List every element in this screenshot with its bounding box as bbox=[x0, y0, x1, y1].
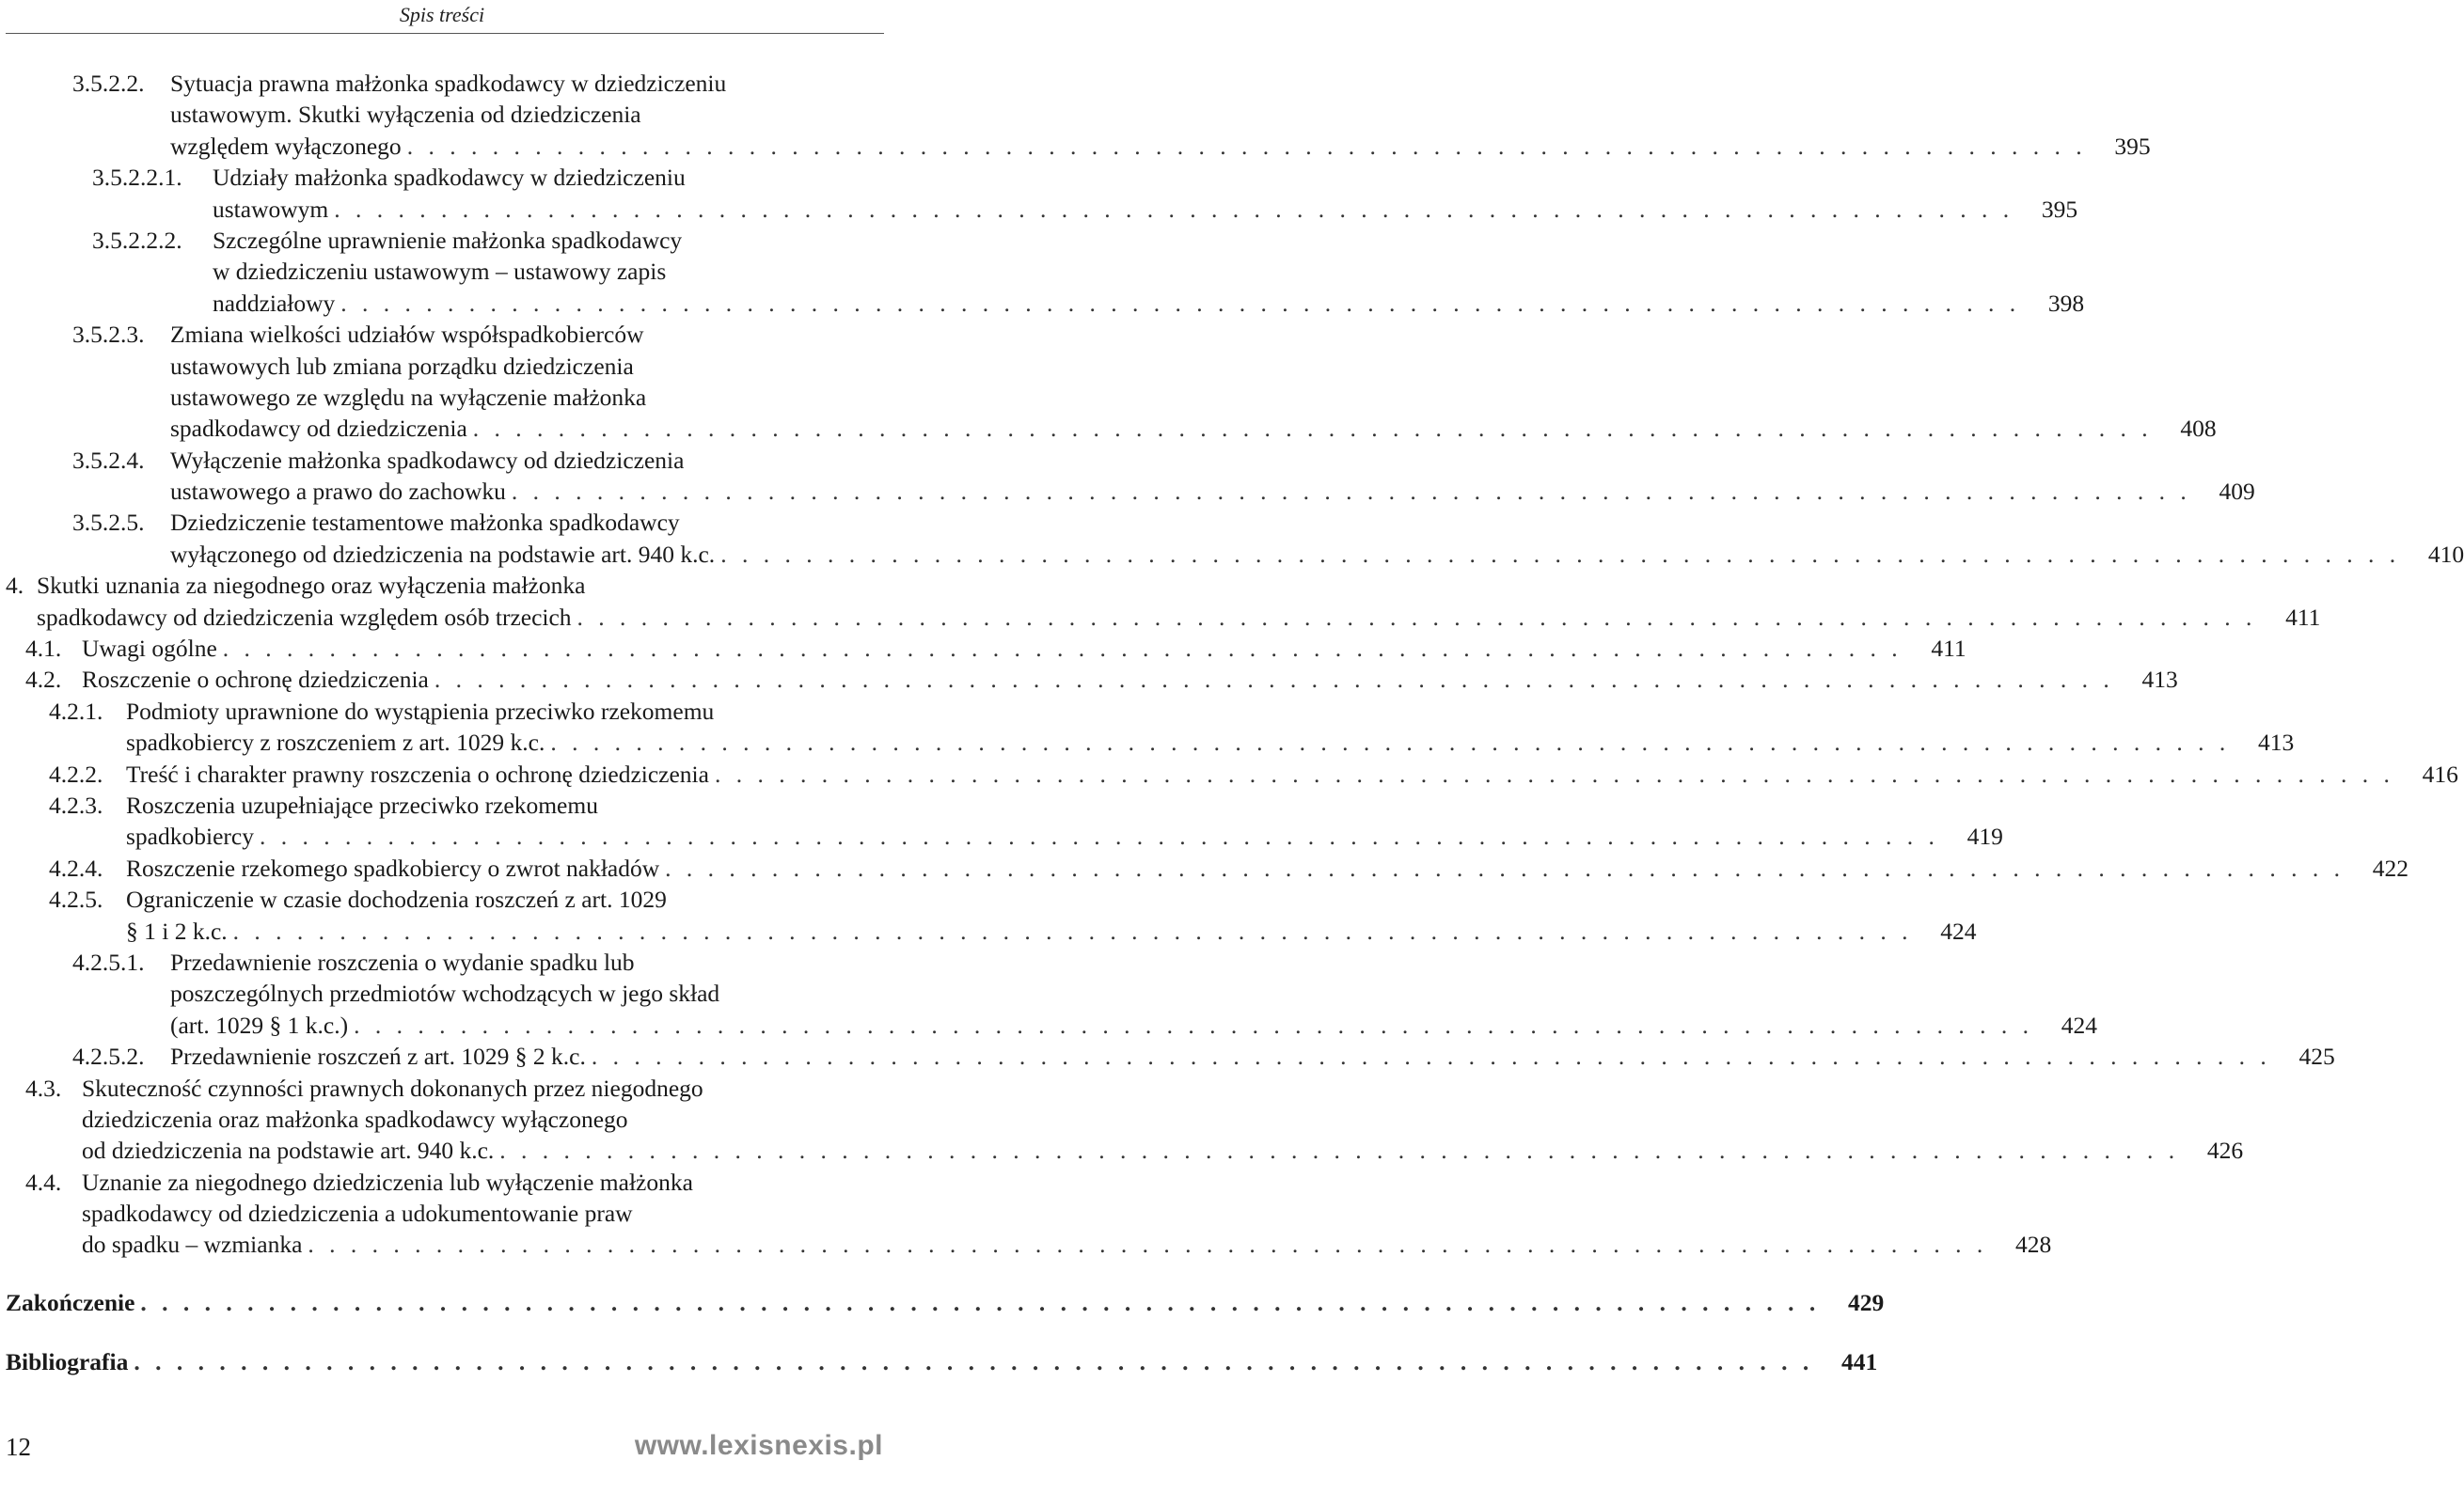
entry-body bbox=[6, 1287, 1885, 1318]
entry-line bbox=[82, 1229, 2052, 1260]
entry-body bbox=[170, 319, 2217, 445]
header-rule bbox=[6, 33, 884, 34]
entry-page-number: 425 bbox=[2298, 1043, 2335, 1071]
entry-number: 3.5.2.4. bbox=[72, 446, 145, 474]
entry-title-line: (art. 1029 § 1 k.c.) bbox=[170, 1011, 349, 1039]
entry-title-line: spadkobiercy z roszczeniem z art. 1029 k.c. bbox=[126, 729, 545, 757]
entry-line bbox=[82, 1073, 883, 1104]
entry-title-line: § 1 i 2 k.c. bbox=[126, 917, 228, 945]
dot-leader: . . . . . . . . . . . . . . . . . . . . . . . . . . . . . . . . . . . . . . . . . . . . . . . . . . . . . . . . . . . . . . . . . . . . . . . . . . . . . . . bbox=[340, 289, 2021, 317]
dot-leader: . . . . . . . . . . . . . . . . . . . . . . . . . . . . . . . . . . . . . . . . . . . . . . . . . . . . . . . . . . . . . . . . . . . . . . . . . . . . . . . bbox=[720, 540, 2401, 568]
entry-body bbox=[213, 225, 2085, 319]
dot-leader: . . . . . . . . . . . . . . . . . . . . . . . . . . . . . . . . . . . . . . . . . . . . . . . . . . . . . . . . . . . . . . . . . . . . . . . . . . . . . . . bbox=[354, 1011, 2033, 1039]
entry-title-line: Szczególne uprawnienie małżonka spadkodawcy bbox=[213, 226, 683, 254]
entry-page-number: 426 bbox=[2206, 1137, 2244, 1165]
entry-title-line: ustawowych lub zmiana porządku dziedziczenia bbox=[170, 352, 634, 380]
entry-title-line: Sytuacja prawna małżonka spadkodawcy w dziedziczeniu bbox=[170, 70, 727, 97]
entry-number: 3.5.2.3. bbox=[72, 321, 145, 349]
entry-line bbox=[170, 319, 883, 350]
entry-title-line: Przedawnienie roszczenia o wydanie spadku lub bbox=[170, 948, 635, 976]
entry-line bbox=[126, 821, 2003, 852]
entry-title-line: naddziałowy bbox=[213, 289, 336, 317]
entry-body bbox=[126, 790, 2003, 853]
toc-entry[interactable] bbox=[0, 319, 2217, 445]
entry-line bbox=[170, 131, 2151, 162]
dot-leader: . . . . . . . . . . . . . . . . . . . . . . . . . . . . . . . . . . . . . . . . . . . . . . . . . . . . . . . . . . . . . . . . . . . . . . . . . . . . . . . bbox=[334, 195, 2014, 223]
dot-leader: . . . . . . . . . . . . . . . . . . . . . . . . . . . . . . . . . . . . . . . . . . . . . . . . . . . . . . . . . . . . . . . . . . . . . . . . . . . . . . . bbox=[259, 823, 1939, 851]
entry-title-line: Skuteczność czynności prawnych dokonanych przez niegodnego bbox=[82, 1074, 703, 1102]
toc-entry[interactable] bbox=[0, 1041, 2335, 1072]
page-number: 12 bbox=[6, 1433, 31, 1461]
entry-line bbox=[126, 790, 883, 821]
toc-entry[interactable] bbox=[0, 664, 2178, 695]
entry-line bbox=[213, 194, 2078, 225]
dot-leader: . . . . . . . . . . . . . . . . . . . . . . . . . . . . . . . . . . . . . . . . . . . . . . . . . . . . . . . . . . . . . . . . . . . . . . . . . . . . . . . bbox=[577, 603, 2257, 631]
entry-line bbox=[170, 413, 2217, 444]
dot-leader: . . . . . . . . . . . . . . . . . . . . . . . . . . . . . . . . . . . . . . . . . . . . . . . . . . . . . . . . . . . . . . . . . . . . . . . . . . . . . . . bbox=[434, 666, 2114, 694]
entry-line bbox=[82, 633, 1966, 664]
entry-line bbox=[82, 1167, 883, 1198]
entry-line bbox=[213, 162, 883, 193]
toc-entry[interactable] bbox=[0, 162, 2078, 225]
dot-leader: . . . . . . . . . . . . . . . . . . . . . . . . . . . . . . . . . . . . . . . . . . . . . . . . . . . . . . . . . . . . . . . . . . . . . . . . . . . . . . . bbox=[591, 1043, 2271, 1071]
entry-line bbox=[170, 351, 883, 382]
entry-title-line: od dziedziczenia na podstawie art. 940 k.c. bbox=[82, 1137, 495, 1165]
entry-body bbox=[82, 1073, 2244, 1167]
entry-number: 3.5.2.5. bbox=[72, 509, 145, 537]
dot-leader: . . . . . . . . . . . . . . . . . . . . . . . . . . . . . . . . . . . . . . . . . . . . . . . . . . . . . . . . . . . . . . . . . . . . . . . . . . . . . . . bbox=[232, 917, 1913, 945]
entry-page-number: 416 bbox=[2422, 760, 2458, 788]
entry-line bbox=[213, 256, 883, 287]
entry-page-number: 424 bbox=[2061, 1011, 2097, 1039]
entry-page-number: 413 bbox=[2141, 666, 2178, 694]
running-head: Spis treści bbox=[399, 3, 485, 26]
entry-line bbox=[170, 68, 883, 99]
entry-title-line: w dziedziczeniu ustawowym – ustawowy zapis bbox=[213, 258, 667, 286]
entry-title-line: Roszczenie rzekomego spadkobiercy o zwrot nakładów bbox=[126, 854, 660, 882]
entry-page-number: 411 bbox=[2285, 603, 2321, 631]
entry-line bbox=[126, 916, 1977, 947]
toc-entry[interactable] bbox=[0, 570, 2321, 633]
toc-entry[interactable] bbox=[0, 1167, 2052, 1261]
entry-line bbox=[170, 445, 883, 476]
entry-body bbox=[82, 664, 2178, 695]
toc-section-bibliografia[interactable] bbox=[0, 1346, 1878, 1377]
section-title: Bibliografia bbox=[6, 1348, 129, 1376]
entry-title-line: ustawowego a prawo do zachowku bbox=[170, 478, 506, 506]
entry-title-line: Roszczenia uzupełniające przeciwko rzekomemu bbox=[126, 791, 598, 819]
entry-page-number: 408 bbox=[2180, 415, 2217, 443]
entry-line bbox=[170, 1010, 2097, 1041]
entry-line bbox=[126, 696, 883, 727]
entry-number: 4.2. bbox=[25, 666, 62, 694]
toc-entry[interactable] bbox=[0, 507, 2464, 570]
entry-body bbox=[213, 162, 2078, 225]
entry-body bbox=[126, 696, 2295, 759]
entry-page-number: 411 bbox=[1931, 635, 1966, 663]
entry-number: 4.2.2. bbox=[49, 760, 103, 788]
entry-title-line: Wyłączenie małżonka spadkodawcy od dziedziczenia bbox=[170, 446, 685, 474]
entry-line bbox=[126, 727, 2295, 758]
dot-leader: . . . . . . . . . . . . . . . . . . . . . . . . . . . . . . . . . . . . . . . . . . . . . . . . . . . . . . . . . . . . . . . . . . . . . . . . . . . . . . . bbox=[406, 132, 2087, 160]
entry-body bbox=[6, 1346, 1878, 1377]
entry-page-number: 395 bbox=[2114, 132, 2151, 160]
entry-title-line: Przedawnienie roszczeń z art. 1029 § 2 k.c. bbox=[170, 1043, 586, 1071]
entry-title-line: Podmioty uprawnione do wystąpienia przeciwko rzekomemu bbox=[126, 697, 715, 725]
entry-page-number: 424 bbox=[1940, 917, 1977, 945]
entry-title-line: poszczególnych przedmiotów wchodzących w jego skład bbox=[170, 980, 720, 1008]
entry-line bbox=[213, 225, 883, 256]
entry-body bbox=[126, 884, 1977, 947]
entry-title-line: Zmiana wielkości udziałów współspadkobierców bbox=[170, 321, 644, 349]
entry-title-line: wyłączonego od dziedziczenia na podstawie art. 940 k.c. bbox=[170, 540, 716, 568]
section-gap bbox=[0, 1261, 903, 1287]
toc-entry[interactable] bbox=[0, 445, 2255, 508]
dot-leader: . . . . . . . . . . . . . . . . . . . . . . . . . . . . . . . . . . . . . . . . . . . . . . . . . . . . . . . . . . . . . . . . . . . . . . . . . . . . . . . bbox=[472, 415, 2153, 443]
toc-entry[interactable] bbox=[0, 696, 2295, 759]
entry-number: 4. bbox=[6, 572, 24, 600]
entry-number: 3.5.2.2.2. bbox=[92, 226, 182, 254]
entry-body bbox=[170, 1041, 2335, 1072]
toc-entry[interactable] bbox=[0, 759, 2458, 790]
entry-page-number: 422 bbox=[2372, 854, 2409, 882]
entry-line bbox=[170, 382, 883, 413]
section-page-number: 429 bbox=[1848, 1288, 1885, 1316]
entry-line bbox=[126, 759, 2458, 790]
entry-title-line: względem wyłączonego bbox=[170, 132, 402, 160]
dot-leader: . . . . . . . . . . . . . . . . . . . . . . . . . . . . . . . . . . . . . . . . . . . . . . . . . . . . . . . . . . . . . . . . . . . . . . . . . . . . . . . bbox=[665, 854, 2346, 882]
section-title: Zakończenie bbox=[6, 1288, 135, 1316]
table-of-contents bbox=[0, 68, 2464, 1378]
entry-title-line: Skutki uznania za niegodnego oraz wyłączenia małżonka bbox=[37, 572, 586, 600]
entry-number: 4.2.5. bbox=[49, 886, 103, 914]
entry-number: 3.5.2.2. bbox=[72, 70, 145, 97]
entry-line bbox=[170, 1041, 2335, 1072]
publisher-url: www.lexisnexis.pl bbox=[634, 1430, 883, 1461]
entry-body bbox=[82, 633, 1966, 664]
entry-line bbox=[213, 288, 2085, 319]
entry-body bbox=[82, 1167, 2052, 1261]
toc-entry[interactable] bbox=[0, 633, 1966, 664]
entry-line bbox=[170, 99, 883, 130]
entry-line bbox=[170, 947, 883, 978]
entry-number: 4.2.4. bbox=[49, 854, 103, 882]
toc-entry[interactable] bbox=[0, 1073, 2244, 1167]
entry-line bbox=[6, 1346, 1878, 1377]
entry-title-line: spadkodawcy od dziedziczenia a udokumentowanie praw bbox=[82, 1200, 633, 1228]
entry-body bbox=[170, 507, 2464, 570]
entry-line bbox=[37, 570, 883, 601]
toc-entry[interactable] bbox=[0, 68, 2151, 162]
entry-line bbox=[82, 1198, 883, 1229]
entry-title-line: spadkodawcy od dziedziczenia bbox=[170, 415, 467, 443]
dot-leader: . . . . . . . . . . . . . . . . . . . . . . . . . . . . . . . . . . . . . . . . . . . . . . . . . . . . . . . . . . . . . . . . . . . . . . . . . . . . . . . bbox=[308, 1231, 1988, 1259]
entry-title-line: Uwagi ogólne bbox=[82, 635, 217, 663]
entry-number: 4.2.1. bbox=[49, 697, 103, 725]
entry-title-line: Roszczenie o ochronę dziedziczenia bbox=[82, 666, 429, 694]
dot-leader: . . . . . . . . . . . . . . . . . . . . . . . . . . . . . . . . . . . . . . . . . . . . . . . . . . . . . . . . . . . . . . . . . . . . . . . . . . . . . . . bbox=[134, 1348, 1814, 1376]
dot-leader: . . . . . . . . . . . . . . . . . . . . . . . . . . . . . . . . . . . . . . . . . . . . . . . . . . . . . . . . . . . . . . . . . . . . . . . . . . . . . . . bbox=[714, 760, 2394, 788]
entry-number: 4.1. bbox=[25, 635, 62, 663]
entry-line bbox=[126, 884, 883, 915]
entry-title-line: spadkobiercy bbox=[126, 823, 254, 851]
entry-body bbox=[170, 947, 2097, 1041]
entry-body bbox=[170, 68, 2151, 162]
entry-number: 4.2.3. bbox=[49, 791, 103, 819]
entry-title-line: ustawowego ze względu na wyłączenie małżonka bbox=[170, 383, 647, 411]
toc-section-zakończenie[interactable] bbox=[0, 1287, 1885, 1318]
entry-title-line: Uznanie za niegodnego dziedziczenia lub wyłączenie małżonka bbox=[82, 1168, 693, 1196]
entry-line bbox=[170, 507, 883, 538]
entry-line bbox=[82, 1135, 2244, 1166]
entry-page-number: 398 bbox=[2047, 289, 2085, 317]
entry-page-number: 419 bbox=[1966, 823, 2003, 851]
entry-title-line: ustawowym. Skutki wyłączenia od dziedziczenia bbox=[170, 101, 641, 129]
section-gap bbox=[0, 1318, 903, 1346]
entry-body bbox=[170, 445, 2255, 508]
entry-page-number: 413 bbox=[2257, 729, 2295, 757]
entry-line bbox=[6, 1287, 1885, 1318]
toc-entry[interactable] bbox=[0, 225, 2085, 319]
entry-line bbox=[82, 1104, 883, 1135]
entry-title-line: spadkodawcy od dziedziczenia względem osób trzecich bbox=[37, 603, 572, 631]
entry-title-line: Ograniczenie w czasie dochodzenia roszczeń z art. 1029 bbox=[126, 886, 667, 914]
dot-leader: . . . . . . . . . . . . . . . . . . . . . . . . . . . . . . . . . . . . . . . . . . . . . . . . . . . . . . . . . . . . . . . . . . . . . . . . . . . . . . . bbox=[511, 478, 2191, 506]
entry-number: 4.4. bbox=[25, 1168, 62, 1196]
section-page-number: 441 bbox=[1840, 1348, 1878, 1376]
entry-title-line: Treść i charakter prawny roszczenia o ochronę dziedziczenia bbox=[126, 760, 709, 788]
entry-body bbox=[126, 853, 2409, 884]
entry-title-line: Udziały małżonka spadkodawcy w dziedziczeniu bbox=[213, 164, 686, 192]
entry-page-number: 410 bbox=[2427, 540, 2464, 568]
toc-entry[interactable] bbox=[0, 790, 2003, 853]
entry-number: 4.3. bbox=[25, 1074, 62, 1102]
dot-leader: . . . . . . . . . . . . . . . . . . . . . . . . . . . . . . . . . . . . . . . . . . . . . . . . . . . . . . . . . . . . . . . . . . . . . . . . . . . . . . . bbox=[140, 1288, 1821, 1316]
dot-leader: . . . . . . . . . . . . . . . . . . . . . . . . . . . . . . . . . . . . . . . . . . . . . . . . . . . . . . . . . . . . . . . . . . . . . . . . . . . . . . . bbox=[550, 729, 2231, 757]
entry-body bbox=[37, 570, 2321, 633]
entry-line bbox=[170, 978, 883, 1009]
entry-body bbox=[126, 759, 2458, 790]
dot-leader: . . . . . . . . . . . . . . . . . . . . . . . . . . . . . . . . . . . . . . . . . . . . . . . . . . . . . . . . . . . . . . . . . . . . . . . . . . . . . . . bbox=[222, 635, 1903, 663]
entry-number: 4.2.5.2. bbox=[72, 1043, 145, 1071]
entry-title-line: Dziedziczenie testamentowe małżonka spadkodawcy bbox=[170, 509, 680, 537]
entry-title-line: do spadku – wzmianka bbox=[82, 1231, 303, 1259]
entry-page-number: 395 bbox=[2041, 195, 2078, 223]
entry-line bbox=[82, 664, 2178, 695]
toc-entry[interactable] bbox=[0, 947, 2097, 1041]
entry-number: 3.5.2.2.1. bbox=[92, 164, 182, 192]
toc-entry[interactable] bbox=[0, 853, 2409, 884]
entry-line bbox=[170, 476, 2255, 507]
entry-line bbox=[126, 853, 2409, 884]
entry-line bbox=[37, 602, 2321, 633]
toc-entry[interactable] bbox=[0, 884, 1977, 947]
dot-leader: . . . . . . . . . . . . . . . . . . . . . . . . . . . . . . . . . . . . . . . . . . . . . . . . . . . . . . . . . . . . . . . . . . . . . . . . . . . . . . . bbox=[499, 1137, 2180, 1165]
entry-number: 4.2.5.1. bbox=[72, 948, 145, 976]
entry-title-line: ustawowym bbox=[213, 195, 329, 223]
entry-title-line: dziedziczenia oraz małżonka spadkodawcy wyłączonego bbox=[82, 1105, 628, 1133]
entry-page-number: 428 bbox=[2015, 1231, 2052, 1259]
entry-line bbox=[170, 539, 2464, 570]
entry-page-number: 409 bbox=[2219, 478, 2255, 506]
